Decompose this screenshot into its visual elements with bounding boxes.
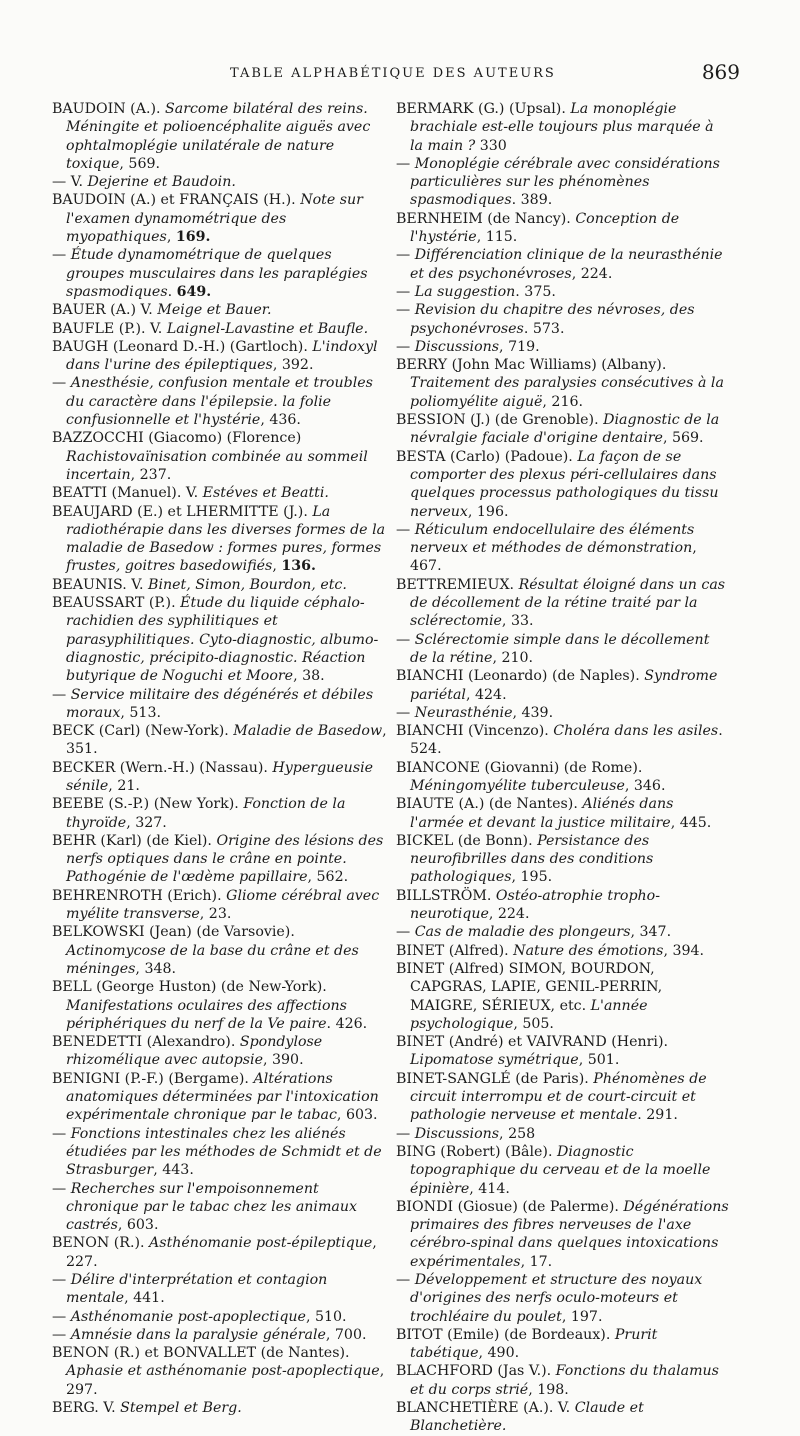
index-entry	[52, 795, 387, 832]
entry-tail: , 297.	[66, 1363, 385, 1398]
entry-tail: , 210.	[492, 649, 534, 666]
entry-tail: ,	[166, 229, 176, 246]
entry-italic: Étude du liquide céphalo-rachidien des syphilitiques et parasyphilitiques. Cyto-diagnostic, albumo-diagnostic, précipito-diagnostic. Réaction butyrique de Noguchi et Moore	[66, 595, 379, 685]
index-entry	[396, 356, 731, 411]
entry-plain: BIANCHI (Vincenzo).	[396, 723, 554, 740]
index-entry	[396, 155, 731, 210]
index-entry	[52, 1125, 387, 1180]
entry-tail: , 439.	[512, 704, 554, 721]
index-entry	[396, 722, 731, 759]
entry-plain: BECK (Carl) (New-York).	[52, 723, 234, 740]
entry-italic: Conception de l'hystérie	[410, 210, 680, 246]
page-header	[70, 60, 740, 90]
index-entry	[52, 1234, 387, 1271]
entry-tail: , 115.	[476, 229, 518, 246]
entry-tail: , 436.	[260, 412, 301, 429]
entry-plain: —	[396, 247, 415, 264]
index-entry	[52, 246, 387, 301]
entry-tail: , 346.	[624, 777, 666, 794]
index-entry	[396, 631, 731, 668]
index-entry	[52, 1180, 387, 1235]
entry-italic: L'indoxyl dans l'urine des épileptiques	[66, 338, 378, 374]
index-entry	[52, 1326, 387, 1344]
entry-plain: BEAUSSART (P.).	[52, 595, 181, 612]
entry-italic: Origine des lésions des nerfs optiques dans le crâne en pointe. Pathogénie de l'œdème papillaire	[66, 832, 384, 886]
entry-plain: BEATTI (Manuel). V.	[52, 485, 203, 502]
index-entry	[396, 1070, 731, 1125]
entry-plain: —	[396, 631, 415, 648]
index-entry	[52, 429, 387, 484]
entry-tail: , 510.	[305, 1308, 347, 1325]
index-entry	[52, 484, 387, 502]
entry-italic: Diagnostic topographique du cerveau et de la moelle épinière	[410, 1143, 711, 1197]
entry-italic: Dejerine et Baudoin.	[87, 174, 236, 191]
entry-italic: La façon de se comporter des plexus péri-cellulaires dans quelques processus pathologiques du tissu nerveux	[410, 448, 719, 520]
entry-italic: Traitement des paralysies consécutives à la poliomyélite aiguë	[410, 375, 724, 410]
entry-plain: BILLSTRÖM.	[396, 887, 496, 904]
index-entry	[396, 338, 731, 356]
index-entry	[396, 576, 731, 631]
index-entry	[396, 1198, 731, 1271]
entry-italic: Meige et Bauer.	[157, 302, 272, 319]
entry-plain: BENIGNI (P.-F.) (Bergame).	[52, 1070, 254, 1087]
entry-tail: , 569.	[662, 430, 704, 447]
index-entry	[52, 576, 387, 594]
entry-plain: BING (Robert) (Bâle).	[396, 1143, 557, 1160]
entry-italic: Prurit tabétique	[410, 1326, 658, 1362]
entry-tail: , 33.	[501, 613, 534, 630]
entry-bold: 136.	[281, 558, 316, 575]
entry-plain: BAZZOCCHI (Giacomo) (Florence)	[52, 430, 302, 447]
entry-plain: BIANCONE (Giovanni) (de Rome).	[396, 759, 643, 776]
entry-plain: —	[52, 1272, 71, 1288]
entry-italic: Monoplégie cérébrale avec considérations particulières sur les phénomènes spasmodiques	[410, 155, 720, 209]
entry-plain: BEEBE (S.-P.) (New York).	[52, 796, 244, 813]
index-entry	[52, 503, 387, 576]
index-entry	[52, 1399, 387, 1417]
entry-italic: Discussions	[414, 1125, 500, 1142]
index-entry	[396, 832, 731, 887]
entry-tail: , 17.	[520, 1253, 553, 1270]
entry-tail: 330	[475, 137, 507, 154]
entry-italic: Recherches sur l'empoisonnement chronique par le tabac chez les animaux castrés	[66, 1180, 358, 1234]
index-entry	[52, 759, 387, 796]
entry-tail: , 351.	[66, 723, 387, 758]
entry-tail: , 490.	[478, 1345, 520, 1362]
entry-plain: —	[52, 375, 71, 392]
entry-tail: , 347.	[630, 924, 672, 941]
entry-italic: Lipomatose symétrique	[410, 1052, 579, 1069]
entry-tail: . 524.	[410, 723, 723, 758]
index-entry	[52, 978, 387, 1033]
entry-plain: BESTA (Carlo) (Padoue).	[396, 448, 578, 465]
entry-italic: Discussions	[414, 338, 500, 355]
index-entry	[396, 1326, 731, 1363]
entry-tail: , 21.	[108, 777, 140, 794]
entry-tail: , 38.	[293, 668, 325, 685]
entry-tail: , 441.	[124, 1290, 165, 1307]
index-entry	[52, 173, 387, 191]
entry-plain: BAUER (A.) V.	[52, 302, 158, 319]
entry-plain: —	[396, 924, 415, 941]
entry-plain: BINET-SANGLÉ (de Paris).	[396, 1070, 594, 1087]
index-entry	[396, 100, 731, 155]
index-entry	[52, 100, 387, 173]
entry-tail: , 505.	[513, 1015, 554, 1032]
entry-plain: BITOT (Emile) (de Bordeaux).	[396, 1326, 615, 1343]
entry-tail: , 327.	[126, 814, 167, 831]
entry-tail: , 562.	[307, 869, 349, 886]
entry-plain: BINET (André) et VAIVRAND (Henri).	[396, 1034, 669, 1051]
entry-plain: — V.	[52, 174, 88, 191]
index-entry	[396, 448, 731, 521]
entry-tail: , 603.	[117, 1217, 159, 1234]
entry-italic: Laignel-Lavastine et Baufle.	[166, 320, 369, 337]
entry-plain: BAUFLE (P.). V.	[52, 320, 167, 337]
entry-tail: , 445.	[670, 814, 712, 831]
entry-bold: 169.	[175, 229, 211, 246]
entry-plain: BLANCHETIÈRE (A.). V.	[396, 1400, 575, 1417]
index-entry	[52, 1344, 387, 1399]
entry-italic: Asthénomanie post-épileptique	[149, 1235, 373, 1252]
entry-plain: —	[396, 704, 415, 721]
entry-tail: . 426.	[326, 1015, 368, 1032]
entry-tail: , 467.	[410, 540, 697, 575]
entry-tail: , 569.	[119, 155, 161, 172]
entry-plain: BLACHFORD (Jas V.).	[396, 1363, 556, 1380]
entry-italic: Développement et structure des noyaux d'origines des nerfs oculo-moteurs et trochléaire du poulet	[410, 1272, 703, 1325]
entry-tail: . 389.	[511, 192, 553, 209]
entry-plain: BIONDI (Giosue) (de Palerme).	[396, 1198, 624, 1215]
entry-tail: . 573.	[523, 320, 565, 337]
entry-tail: . 375.	[515, 283, 556, 300]
index-entry	[52, 1308, 387, 1326]
entry-plain: BERG. V.	[52, 1400, 121, 1417]
entry-italic: Revision du chapitre des névroses, des psychonévroses	[410, 302, 695, 337]
index-entry	[396, 942, 731, 960]
entry-plain: BECKER (Wern.-H.) (Nassau).	[52, 759, 273, 776]
entry-italic: Note sur l'examen dynamométrique des myopathiques	[66, 192, 363, 246]
entry-plain: —	[52, 247, 71, 264]
index-entry	[52, 686, 387, 723]
entry-tail: , 390.	[262, 1052, 304, 1069]
index-entry	[52, 923, 387, 978]
entry-plain: BERMARK (G.) (Upsal).	[396, 101, 571, 117]
entry-plain: BEHRENROTH (Erich).	[52, 887, 227, 904]
entry-tail: . 291.	[637, 1107, 678, 1124]
index-entry	[52, 338, 387, 375]
entry-italic: La suggestion	[414, 283, 516, 300]
index-entry	[396, 283, 731, 301]
entry-plain: BESSION (J.) (de Grenoble).	[396, 412, 604, 429]
entry-tail: , 603.	[336, 1107, 378, 1124]
index-entry	[52, 320, 387, 338]
index-entry	[52, 1070, 387, 1125]
entry-italic: Service militaire des dégénérés et débiles moraux	[66, 686, 374, 721]
entry-italic: Méningomyélite tuberculeuse	[410, 777, 625, 794]
entry-tail: , 237.	[130, 466, 172, 483]
entry-tail: , 348.	[135, 960, 177, 977]
index-entry	[52, 887, 387, 924]
entry-tail: .	[167, 283, 177, 300]
right-column	[396, 100, 731, 1436]
entry-plain: BINET (Alfred) SIMON, BOURDON, CAPGRAS, LAPIE, GENIL-PERRIN, MAIGRE, SÉRIEUX, etc.	[396, 960, 663, 1014]
entry-plain: BELL (George Huston) (de New-York).	[52, 979, 327, 996]
index-entry	[52, 1271, 387, 1308]
index-entry	[396, 759, 731, 796]
entry-italic: Amnésie dans la paralysie générale	[70, 1326, 326, 1343]
entry-italic: Fonction de la thyroïde	[66, 796, 346, 831]
index-entry	[52, 191, 387, 246]
entry-tail: , 513.	[120, 704, 161, 721]
entry-plain: —	[396, 283, 415, 300]
entry-italic: La monoplégie brachiale est-elle toujours plus marquée à la main ?	[410, 101, 714, 154]
entry-italic: Manifestations oculaires des affections périphériques du nerf de la Ve paire	[66, 997, 347, 1032]
entry-italic: Syndrome pariétal	[410, 668, 718, 703]
entry-plain: BERRY (John Mac Williams) (Albany).	[396, 357, 667, 374]
entry-plain: —	[52, 1308, 71, 1325]
entry-italic: Aphasie et asthénomanie post-apoplectique	[66, 1363, 380, 1380]
entry-italic: Persistance des neurofibrilles dans des conditions pathologiques	[410, 832, 654, 886]
entry-italic: Anesthésie, confusion mentale et troubles du caractère dans l'épilepsie. la folie confusionnelle et l'hystérie	[66, 375, 373, 429]
index-entry	[396, 210, 731, 247]
entry-italic: Hypergueusie sénile	[66, 759, 374, 794]
entry-plain: BERNHEIM (de Nancy).	[396, 210, 576, 227]
entry-italic: Asthénomanie post-apoplectique	[70, 1308, 306, 1325]
index-entry	[52, 301, 387, 319]
entry-italic: Ostéo-atrophie tropho-neurotique	[410, 887, 660, 923]
entry-italic: Fonctions du thalamus et du corps strié	[410, 1363, 719, 1398]
entry-tail: , 501.	[578, 1052, 620, 1069]
entry-plain: BINET (Alfred).	[396, 942, 514, 959]
entry-plain: BAUDOIN (A.) et FRANÇAIS (H.).	[52, 192, 301, 209]
entry-italic: Fonctions intestinales chez les aliénés étudiées par les méthodes de Schmidt et de Strasburger	[66, 1125, 382, 1179]
entry-tail: , 23.	[199, 906, 232, 923]
index-entry	[52, 594, 387, 685]
index-entry	[52, 374, 387, 429]
entry-plain: BEAUNIS. V.	[52, 576, 149, 593]
entry-plain: BIAUTE (A.) (de Nantes).	[396, 796, 583, 813]
entry-tail: , 700.	[325, 1326, 367, 1343]
entry-tail: , 719.	[499, 338, 540, 355]
entry-italic: Diagnostic de la névralgie faciale d'origine dentaire	[410, 412, 720, 447]
entry-plain: BEHR (Karl) (de Kiel).	[52, 832, 217, 849]
index-entry	[396, 667, 731, 704]
index-entry	[396, 521, 731, 576]
entry-italic: Actinomycose de la base du crâne et des méninges	[66, 942, 359, 977]
left-column	[52, 100, 387, 1417]
entry-tail: , 394.	[663, 942, 705, 959]
entry-italic: Sclérectomie simple dans le décollement de la rétine	[410, 631, 710, 666]
entry-italic: Choléra dans les asiles	[553, 723, 719, 740]
entry-plain: —	[52, 1326, 71, 1343]
index-entry	[396, 1125, 731, 1143]
index-entry	[52, 1033, 387, 1070]
entry-tail: , 392.	[272, 357, 314, 374]
entry-tail: , 198.	[528, 1381, 569, 1398]
entry-italic: Phénomènes de circuit interrompu et de court-circuit et pathologie nerveuse et mentale	[410, 1070, 707, 1124]
entry-italic: L'année psychologique	[410, 997, 648, 1032]
index-entry	[396, 887, 731, 924]
entry-plain: BENEDETTI (Alexandro).	[52, 1034, 240, 1051]
entry-italic: Dégénérations primaires des fibres nerveuses de l'axe cérébro-spinal dans quelques intoxications expérimentales	[410, 1198, 729, 1270]
index-entry	[396, 704, 731, 722]
entry-italic: La radiothérapie dans les diverses formes de la maladie de Basedow : formes pures, formes frustes, goitres basedowifiés	[66, 503, 386, 575]
entry-plain: BAUDOIN (A.).	[52, 101, 166, 117]
entry-italic: Estéves et Beatti.	[202, 485, 329, 502]
index-entry	[396, 795, 731, 832]
entry-plain: BENON (R.).	[52, 1235, 150, 1252]
index-entry	[396, 923, 731, 941]
entry-plain: —	[396, 521, 415, 538]
entry-plain: —	[396, 155, 415, 172]
index-entry	[396, 301, 731, 338]
index-entry	[52, 832, 387, 887]
entry-italic: Aliénés dans l'armée et devant la justice militaire	[410, 796, 674, 831]
entry-tail: , 195.	[511, 869, 553, 886]
entry-tail: , 424.	[465, 686, 507, 703]
entry-tail: , 224.	[488, 906, 530, 923]
entry-plain: —	[52, 1125, 71, 1142]
entry-italic: Gliome cérébral avec myélite transverse	[66, 887, 380, 923]
entry-plain: —	[396, 1272, 415, 1288]
entry-plain: BENON (R.) et BONVALLET (de Nantes).	[52, 1345, 350, 1362]
entry-italic: Maladie de Basedow	[233, 723, 383, 740]
entry-tail: , 224.	[571, 265, 613, 282]
index-entry	[396, 411, 731, 448]
index-entry	[396, 1362, 731, 1399]
entry-italic: Étude dynamométrique de quelques groupes musculaires dans les paraplégies spasmodiques	[66, 247, 368, 300]
entry-plain: BIANCHI (Leonardo) (de Naples).	[396, 668, 645, 685]
entry-tail: , 227.	[66, 1235, 377, 1270]
entry-tail: ,	[272, 558, 282, 575]
entry-italic: Rachistovaïnisation combinée au sommeil incertain	[66, 448, 368, 483]
entry-italic: Nature des émotions	[513, 942, 664, 959]
entry-tail: , 258	[499, 1125, 536, 1142]
entry-plain: —	[396, 1125, 415, 1142]
entry-italic: Claude et Blanchetière.	[410, 1400, 644, 1435]
index-entry	[396, 246, 731, 283]
entry-italic: Neurasthénie	[414, 704, 513, 721]
entry-tail: , 197.	[561, 1308, 603, 1325]
entry-italic: Résultat éloigné dans un cas de décollement de la rétine traité par la sclérectomie	[410, 576, 726, 630]
entry-italic: Délire d'interprétation et contagion mentale	[66, 1272, 328, 1307]
index-entry	[396, 1033, 731, 1070]
entry-plain: BAUGH (Leonard D.-H.) (Gartloch).	[52, 338, 313, 355]
index-entry	[396, 1143, 731, 1198]
entry-italic: Altérations anatomiques déterminées par l'intoxication expérimentale chronique par le tabac	[66, 1070, 379, 1124]
index-entry	[396, 1271, 731, 1326]
entry-italic: Cas de maladie des plongeurs	[414, 924, 631, 941]
entry-italic: Sarcome bilatéral des reins. Méningite et polioencéphalite aiguës avec ophtalmoplégie unilatérale de nature toxique	[66, 101, 371, 172]
entry-tail: , 414.	[469, 1180, 510, 1197]
index-entry	[52, 722, 387, 759]
index-entry	[396, 960, 731, 1033]
entry-plain: BICKEL (de Bonn).	[396, 832, 538, 849]
entry-italic: Stempel et Berg.	[120, 1400, 242, 1417]
entry-plain: —	[52, 1180, 71, 1197]
entry-plain: —	[52, 686, 71, 703]
entry-italic: Spondylose rhizomélique avec autopsie	[66, 1034, 323, 1069]
entry-plain: —	[396, 338, 415, 355]
entry-plain: BETTREMIEUX.	[396, 576, 519, 593]
entry-tail: , 196.	[467, 503, 509, 520]
entry-plain: BELKOWSKI (Jean) (de Varsovie).	[52, 924, 295, 941]
entry-italic: Binet, Simon, Bourdon, etc.	[148, 576, 347, 593]
entry-italic: Réticulum endocellulaire des éléments nerveux et méthodes de démonstration	[410, 521, 695, 557]
running-title: TABLE ALPHABÉTIQUE DES AUTEURS	[230, 66, 556, 81]
entry-plain: —	[396, 302, 415, 319]
page-number: 869	[701, 60, 740, 84]
entry-italic: Différenciation clinique de la neurasthénie et des psychonévroses	[410, 247, 723, 282]
entry-bold: 649.	[176, 283, 212, 300]
entry-tail: , 216.	[542, 393, 584, 410]
entry-plain: BEAUJARD (E.) et LHERMITTE (J.).	[52, 503, 313, 520]
entry-tail: , 443.	[153, 1162, 194, 1179]
